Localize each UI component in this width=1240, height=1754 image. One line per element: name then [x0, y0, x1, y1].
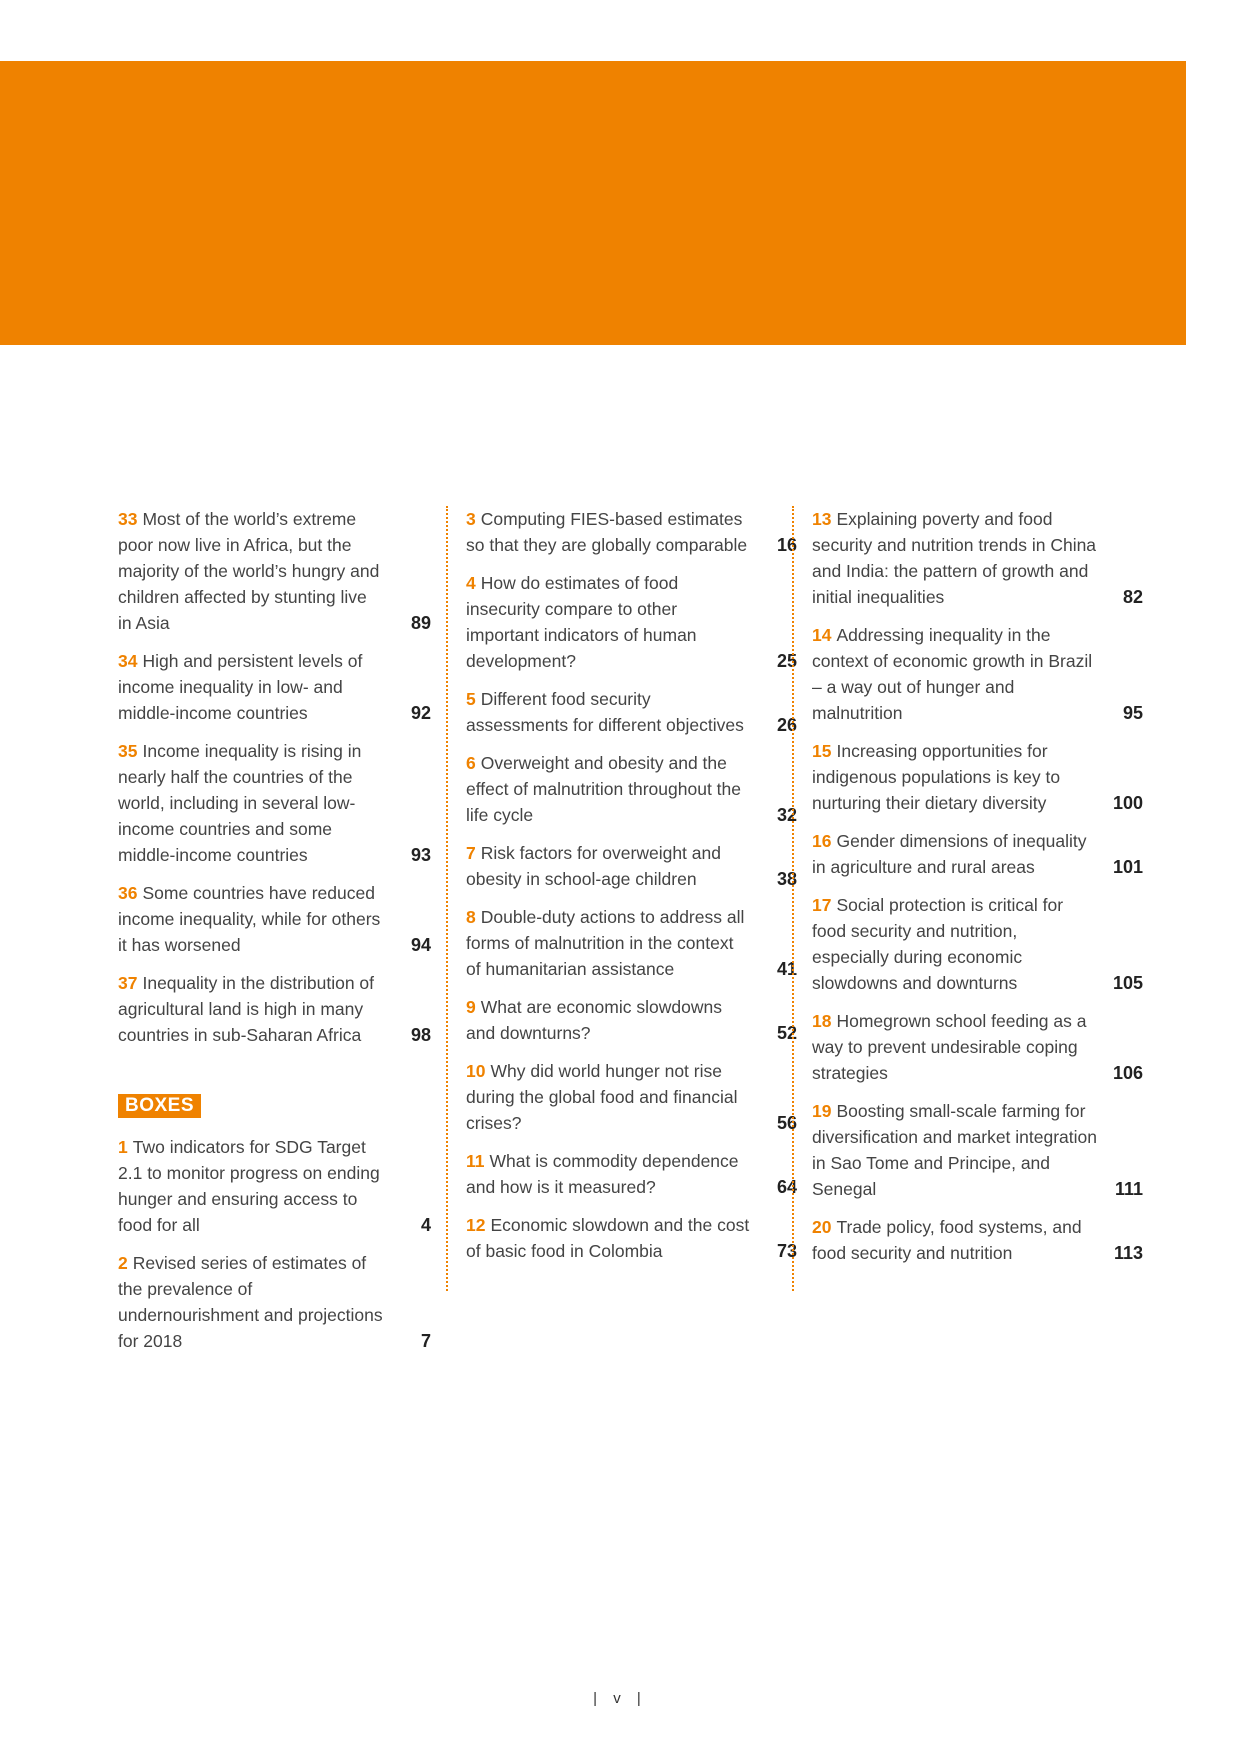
toc-entry-number: 20	[812, 1217, 832, 1237]
toc-entry-text	[466, 750, 797, 828]
toc-entry-title: Trade policy, food systems, and food security and nutrition	[812, 1217, 1082, 1263]
toc-entry[interactable]	[812, 828, 1143, 880]
toc-entry-text	[812, 828, 1143, 880]
page-number: | v |	[593, 1690, 647, 1707]
toc-entry-title: Why did world hunger not rise during the global food and financial crises?	[466, 1061, 738, 1133]
toc-column-2	[446, 506, 797, 1291]
toc-entry[interactable]	[812, 892, 1143, 996]
toc-entry-page: 89	[410, 613, 431, 633]
toc-entry-number: 37	[118, 973, 138, 993]
toc-entry-text	[466, 840, 797, 892]
toc-entry-title: Revised series of estimates of the prevalence of undernourishment and projections for 2018	[118, 1253, 383, 1351]
toc-entry[interactable]	[812, 506, 1143, 610]
toc-entry-text	[118, 506, 431, 636]
toc-entry-number: 16	[812, 831, 832, 851]
toc-entry-title: How do estimates of food insecurity compare to other important indicators of human development?	[466, 573, 697, 671]
toc-entry-title: Some countries have reduced income inequality, while for others it has worsened	[118, 883, 381, 955]
toc-entry[interactable]	[118, 648, 431, 726]
toc-entry-page: 64	[776, 1177, 797, 1197]
toc-entry-page: 32	[776, 805, 797, 825]
toc-entry-text	[118, 738, 431, 868]
toc-entry-number: 33	[118, 509, 138, 529]
toc-entry-page: 41	[776, 959, 797, 979]
toc-entry[interactable]	[466, 1058, 797, 1136]
toc-entry-title: Double-duty actions to address all forms of malnutrition in the context of humanitarian assistance	[466, 907, 745, 979]
toc-entry[interactable]	[118, 506, 431, 636]
toc-entry-page: 82	[1122, 587, 1143, 607]
toc-entry-text	[466, 1212, 797, 1264]
toc-entry-text	[812, 506, 1143, 610]
toc-entry-title: Inequality in the distribution of agricultural land is high in many countries in sub-Saharan Africa	[118, 973, 375, 1045]
toc-entry[interactable]	[118, 1250, 431, 1354]
toc-entry-text	[466, 506, 797, 558]
toc-entry-page: 38	[776, 869, 797, 889]
toc-entry-number: 4	[466, 573, 476, 593]
toc-entry-number: 5	[466, 689, 476, 709]
toc-entry-title: Social protection is critical for food security and nutrition, especially during economic slowdowns and downturns	[812, 895, 1064, 993]
toc-entry-page: 95	[1122, 703, 1143, 723]
toc-entry[interactable]	[812, 738, 1143, 816]
toc-entry-page: 73	[776, 1241, 797, 1261]
toc-entry[interactable]	[466, 686, 797, 738]
toc-entry-title: Overweight and obesity and the effect of malnutrition throughout the life cycle	[466, 753, 741, 825]
header-banner	[0, 61, 1186, 345]
toc-entry[interactable]	[118, 880, 431, 958]
toc-entry-text	[118, 648, 431, 726]
toc-entry-text	[118, 880, 431, 958]
toc-entry-text	[118, 1134, 431, 1238]
toc-entry[interactable]	[466, 1148, 797, 1200]
toc-entry-page: 106	[1112, 1063, 1143, 1083]
toc-entry-title: High and persistent levels of income inequality in low- and middle-income countries	[118, 651, 363, 723]
toc-entry[interactable]	[466, 750, 797, 828]
toc-entry-page: 113	[1113, 1243, 1143, 1263]
toc-entry-number: 11	[466, 1151, 485, 1171]
toc-entry[interactable]	[812, 1098, 1143, 1202]
toc-entry[interactable]	[466, 506, 797, 558]
toc-entry-text	[466, 570, 797, 674]
toc-entry-title: Two indicators for SDG Target 2.1 to monitor progress on ending hunger and ensuring access to food for all	[118, 1137, 380, 1235]
toc-entry-number: 14	[812, 625, 832, 645]
toc-entry-page: 94	[410, 935, 431, 955]
toc-entry-number: 36	[118, 883, 138, 903]
toc-entry-number: 15	[812, 741, 832, 761]
toc-entry-text	[466, 994, 797, 1046]
toc-entry-title: What is commodity dependence and how is it measured?	[466, 1151, 739, 1197]
toc-entry-title: Most of the world’s extreme poor now live in Africa, but the majority of the world’s hungry and children affected by stunting live in Asia	[118, 509, 380, 633]
toc-entry-page: 105	[1112, 973, 1143, 993]
toc-entry-text	[466, 1058, 797, 1136]
toc-entry-title: Gender dimensions of inequality in agriculture and rural areas	[812, 831, 1087, 877]
toc-entry-number: 35	[118, 741, 138, 761]
toc-column-1	[118, 506, 431, 1366]
toc-entry-title: What are economic slowdowns and downturns?	[466, 997, 722, 1043]
toc-entry-text	[466, 1148, 797, 1200]
toc-entry-text	[118, 970, 431, 1048]
toc-entry-title: Addressing inequality in the context of economic growth in Brazil – a way out of hunger and malnutrition	[812, 625, 1093, 723]
toc-entry-number: 8	[466, 907, 476, 927]
toc-entry-number: 17	[812, 895, 832, 915]
toc-entry[interactable]	[118, 738, 431, 868]
toc-entry-text	[812, 1008, 1143, 1086]
toc-entry[interactable]	[466, 994, 797, 1046]
toc-entry-page: 111	[1114, 1179, 1143, 1199]
toc-entry-page: 98	[410, 1025, 431, 1045]
toc-entry[interactable]	[812, 1008, 1143, 1086]
toc-entry-page: 101	[1112, 857, 1143, 877]
toc-entry-number: 3	[466, 509, 476, 529]
toc-entry-title: Different food security assessments for different objectives	[466, 689, 744, 735]
toc-entry-title: Explaining poverty and food security and nutrition trends in China and India: the pattern of growth and initial inequalities	[812, 509, 1097, 607]
toc-entry[interactable]	[466, 904, 797, 982]
toc-entry-number: 12	[466, 1215, 486, 1235]
toc-entry-text	[118, 1250, 431, 1354]
toc-entry-page: 16	[776, 535, 797, 555]
toc-entry[interactable]	[812, 622, 1143, 726]
toc-entry-page: 26	[776, 715, 797, 735]
toc-entry-number: 6	[466, 753, 476, 773]
toc-entry-text	[466, 686, 797, 738]
toc-entry-page: 7	[420, 1331, 431, 1351]
toc-entry-text	[812, 1098, 1143, 1202]
toc-entry-title: Computing FIES-based estimates so that they are globally comparable	[466, 509, 748, 555]
toc-entry-text	[812, 892, 1143, 996]
toc-entry-text	[466, 904, 797, 982]
toc-entry-number: 7	[466, 843, 476, 863]
toc-entry[interactable]	[118, 970, 431, 1048]
toc-entry-page: 92	[410, 703, 431, 723]
toc-entry-number: 34	[118, 651, 138, 671]
toc-entry-text	[812, 1214, 1143, 1266]
toc-entry-page: 52	[776, 1023, 797, 1043]
toc-entry-text	[812, 738, 1143, 816]
figures-list	[118, 506, 431, 1048]
toc-entry[interactable]	[466, 840, 797, 892]
toc-entry-number: 13	[812, 509, 832, 529]
boxes-list	[118, 1134, 431, 1354]
toc-entry-title: Increasing opportunities for indigenous populations is key to nurturing their dietary diversity	[812, 741, 1061, 813]
toc-entry-number: 1	[118, 1137, 128, 1157]
toc-entry-number: 19	[812, 1101, 832, 1121]
toc-entry-title: Risk factors for overweight and obesity in school-age children	[466, 843, 721, 889]
toc-entry-title: Homegrown school feeding as a way to prevent undesirable coping strategies	[812, 1011, 1087, 1083]
toc-entry-page: 93	[410, 845, 431, 865]
toc-entry-title: Boosting small-scale farming for diversification and market integration in Sao Tome and Principe, and Senegal	[812, 1101, 1098, 1199]
toc-entry[interactable]	[466, 570, 797, 674]
toc-entry-page: 4	[420, 1215, 431, 1235]
toc-entry-title: Income inequality is rising in nearly half the countries of the world, including in several low-income countries and some middle-income countries	[118, 741, 362, 865]
toc-entry-number: 18	[812, 1011, 832, 1031]
toc-column-3	[792, 506, 1143, 1291]
toc-entry-text	[812, 622, 1143, 726]
toc-entry[interactable]	[466, 1212, 797, 1264]
toc-entry-page: 25	[776, 651, 797, 671]
toc-entry[interactable]	[812, 1214, 1143, 1266]
toc-entry-number: 9	[466, 997, 476, 1017]
toc-entry[interactable]	[118, 1134, 431, 1238]
toc-entry-number: 10	[466, 1061, 486, 1081]
boxes-heading: BOXES	[118, 1094, 201, 1118]
toc-entry-title: Economic slowdown and the cost of basic food in Colombia	[466, 1215, 750, 1261]
toc-entry-number: 2	[118, 1253, 128, 1273]
toc-entry-page: 56	[776, 1113, 797, 1133]
boxes-list-cont-2	[812, 506, 1143, 1266]
toc-entry-page: 100	[1112, 793, 1143, 813]
boxes-list-cont	[466, 506, 797, 1264]
